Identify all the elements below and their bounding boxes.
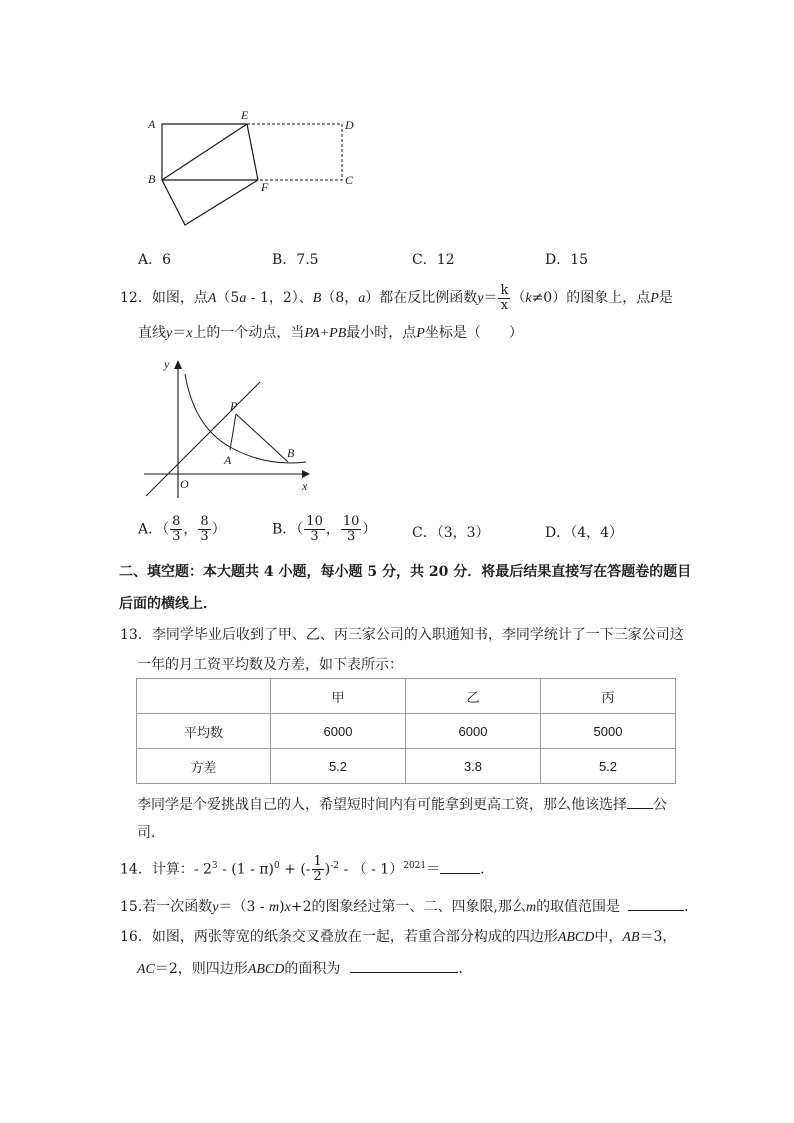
q13-line2: 一年的月工资平均数及方差，如下表所示： — [137, 657, 403, 673]
table-header: 甲 — [271, 679, 406, 714]
salary-table — [136, 678, 676, 784]
segment-PB — [236, 414, 288, 462]
q12-option-d[interactable]: D．（4，4） — [545, 525, 624, 541]
label-A: A — [224, 453, 232, 467]
table-cell: 3.8 — [406, 749, 541, 784]
q14-expression: 14．计算：- $2^3 - (1 - \pi)^0$ + (- $\frac{1}{2}$ )$^{-2}$ - （ - 1）$^{2021}$＝ ． — [120, 854, 495, 885]
label-y: y — [164, 357, 170, 371]
table-row — [137, 714, 676, 749]
x-axis-arrow — [302, 470, 310, 478]
q11-option-b[interactable]: B．7.5 — [272, 252, 319, 268]
q13-line1: 13．李同学毕业后收到了甲、乙、丙三家公司的入职通知书，李同学统计了一下三家公司这 — [120, 627, 684, 643]
y-axis-arrow — [174, 360, 182, 369]
table-cell: 5.2 — [541, 749, 676, 784]
table-header: 丙 — [541, 679, 676, 714]
label-D: D — [345, 118, 354, 132]
q16-line2: AC＝2，则四边形ABCD的面积为 ． — [137, 961, 473, 977]
segment-EF — [247, 124, 258, 180]
section2-heading-line1: 二、填空题：本大题共 4 小题，每小题 5 分，共 20 分．将最后结果直接写在答题卷的题目 — [119, 564, 692, 580]
label-A: A — [148, 117, 156, 131]
answer-blank-q16[interactable] — [350, 972, 458, 973]
q11-option-d[interactable]: D．15 — [545, 252, 589, 268]
fraction-k-over-x: $\frac{k}{x}$ — [500, 282, 509, 313]
table-header-row — [137, 679, 676, 714]
q12-option-c[interactable]: C．（3，3） — [412, 525, 490, 541]
table-header: 乙 — [406, 679, 541, 714]
rect-solid-edges — [162, 124, 258, 180]
figure-inverse-proportion — [138, 352, 318, 502]
label-B: B — [148, 172, 156, 186]
table-row — [137, 749, 676, 784]
label-P: P — [230, 399, 238, 413]
label-E: E — [241, 108, 249, 122]
label-F: F — [261, 180, 269, 194]
rect-dashed-edges — [247, 124, 342, 180]
table-cell: 方差 — [137, 749, 271, 784]
label-O: O — [180, 477, 189, 491]
segment-BE — [162, 124, 247, 180]
table-cell: 6000 — [406, 714, 541, 749]
table-cell: 5000 — [541, 714, 676, 749]
segment-PA — [230, 414, 236, 450]
q12-option-a[interactable]: A．（ $\frac{8}{3}$ ， $\frac{8}{3}$ ） — [138, 514, 226, 544]
table-cell — [137, 679, 271, 714]
q12-option-b[interactable]: B．（ $\frac{10}{3}$ ， $\frac{10}{3}$ ） — [272, 514, 377, 544]
label-x: x — [302, 479, 308, 493]
folded-flap — [162, 180, 258, 225]
line-y-equals-x — [146, 382, 260, 496]
table-cell: 6000 — [271, 714, 406, 749]
answer-blank-q15[interactable] — [628, 910, 684, 911]
answer-blank-q14[interactable] — [440, 873, 480, 874]
q11-option-a[interactable]: A．6 — [138, 252, 172, 268]
q15-line: 15.若一次函数y＝（3 - m)x+2的图象经过第一、二、四象限,那么m的取值范围是 ． — [120, 899, 699, 915]
fraction-one-half: $\frac{1}{2}$ — [313, 854, 322, 885]
figure-rectangle-fold — [140, 108, 370, 233]
section2-heading-line2: 后面的横线上． — [119, 596, 217, 612]
q13-line4: 司． — [137, 825, 165, 841]
label-C: C — [345, 173, 354, 187]
q13-line3: 李同学是个爱挑战自己的人，希望短时间内有可能拿到更高工资，那么他该选择 公 — [137, 797, 667, 813]
q11-option-c[interactable]: C．12 — [412, 252, 455, 268]
q12-line1: 12．如图，点A（5a - 1，2）、B（8，a）都在反比例函数y＝ $\frac{k}{x}$ （k≠0）的图象上，点P是 — [120, 282, 673, 313]
label-B: B — [287, 446, 295, 460]
q16-line1: 16．如图，两张等宽的纸条交叉叠放在一起，若重合部分构成的四边形ABCD中，AB＝3， — [120, 929, 677, 945]
table-cell: 平均数 — [137, 714, 271, 749]
answer-blank-q13[interactable] — [627, 808, 653, 809]
table-cell: 5.2 — [271, 749, 406, 784]
q12-line2: 直线y＝x上的一个动点，当PA+PB最小时，点P坐标是（ ） — [138, 325, 523, 341]
